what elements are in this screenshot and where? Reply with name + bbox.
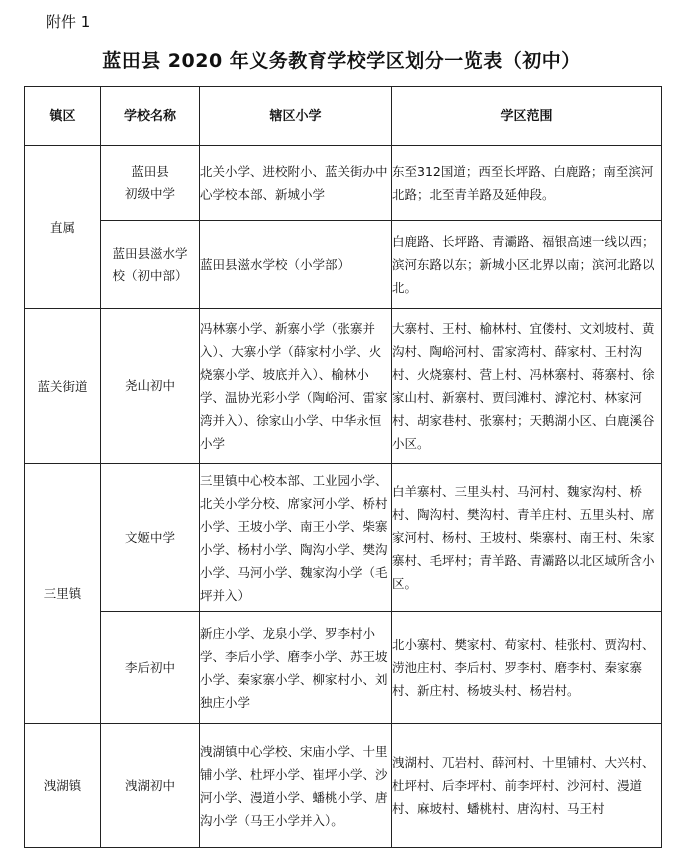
school-name-cell [101,309,200,464]
district-range-cell: 洩湖村、兀岩村、薛河村、十里铺村、大兴村、杜坪村、后李坪村、前李坪村、沙河村、漫道村、麻坡村、蟠桃村、唐沟村、马王村 [392,724,662,848]
district-cell: 蓝关街道 [25,309,101,464]
school-name-cell [101,724,200,848]
district-range-cell: 白羊寨村、三里头村、马河村、魏家沟村、桥村、陶沟村、樊沟村、青羊庄村、五里头村、席家河村、杨村、王坡村、柴寨村、南王村、朱家寨村、毛坪村；青羊路、青灞路以北区域所含小区。 [392,464,662,612]
table-row [25,221,662,309]
school-name-line: 蓝田县 [131,164,169,179]
primary-schools-cell: 三里镇中心校本部、工业园小学、北关小学分校、席家河小学、桥村小学、王坡小学、南王小学、柴寨小学、杨村小学、陶沟小学、樊沟小学、马河小学、魏家沟小学（毛坪并入） [200,464,392,612]
district-cell: 洩湖镇 [25,724,101,848]
school-name-cell [101,464,200,612]
school-name-cell [101,612,200,724]
table-row [25,309,662,464]
school-name-line: 洩湖初中 [124,777,175,793]
page-title: 蓝田县 2020 年义务教育学校学区划分一览表（初中） [102,50,581,72]
district-range-cell: 东至312国道；西至长坪路、白鹿路；南至滨河北路；北至青羊路及延伸段。 [392,146,662,221]
column-header: 镇区 [25,87,101,146]
school-name-line: 尧山初中 [124,378,175,393]
primary-schools-cell: 北关小学、进校附小、蓝关街办中心学校本部、新城小学 [200,146,392,221]
district-range-cell: 北小寨村、樊家村、荀家村、桂张村、贾沟村、涝池庄村、李后村、罗李村、磨李村、秦家寨村、新庄村、杨坡头村、杨岩村。 [392,612,662,724]
header-row [25,87,662,146]
school-name-line: 初级中学 [124,186,175,201]
primary-schools-cell: 蓝田县滋水学校（小学部） [200,221,392,309]
column-header: 辖区小学 [200,87,392,146]
school-name-cell [101,221,200,309]
table-row [25,464,662,612]
column-header: 学校名称 [101,87,200,146]
primary-schools-cell: 洩湖镇中心学校、宋庙小学、十里铺小学、杜坪小学、崔坪小学、沙河小学、漫道小学、蟠桃小学、唐沟小学（马王小学并入）。 [200,724,392,848]
table-row [25,724,662,848]
district-cell: 直属 [25,146,101,309]
table-row [25,146,662,221]
school-name-line: 蓝田县滋水学 [112,245,188,261]
school-district-table [24,86,662,848]
school-name-line: 校（初中部） [112,267,188,283]
school-name-cell [101,146,200,221]
district-cell: 三里镇 [25,464,101,724]
primary-schools-cell: 冯林寨小学、新寨小学（张寨并入）、大寨小学（薛家村小学、火烧寨小学、坡底并入）、榆林小学、温协光彩小学（陶峪河、雷家湾并入）、徐家山小学、中华永恒小学 [200,309,392,464]
school-name-line: 文姬中学 [124,529,175,545]
primary-schools-cell: 新庄小学、龙泉小学、罗李村小学、李后小学、磨李小学、苏王坡小学、秦家寨小学、柳家村小、刘独庄小学 [200,612,392,724]
district-range-cell: 白鹿路、长坪路、青灞路、福银高速一线以西；滨河东路以东；新城小区北界以南；滨河北路以北。 [392,221,662,309]
attachment-label: 附件 1 [46,13,91,31]
column-header: 学区范围 [392,87,662,146]
table-row [25,612,662,724]
district-range-cell: 大寨村、王村、榆林村、宜偻村、文刘坡村、黄沟村、陶峪河村、雷家湾村、薛家村、王村沟村、火烧寨村、营上村、冯林寨村、蒋寨村、徐家山村、新寨村、贾闫滩村、滹沱村、林家河村、胡家巷村、张寨村；天鹅湖小区、白鹿溪谷小区。 [392,309,662,464]
school-name-line: 李后初中 [124,659,175,675]
